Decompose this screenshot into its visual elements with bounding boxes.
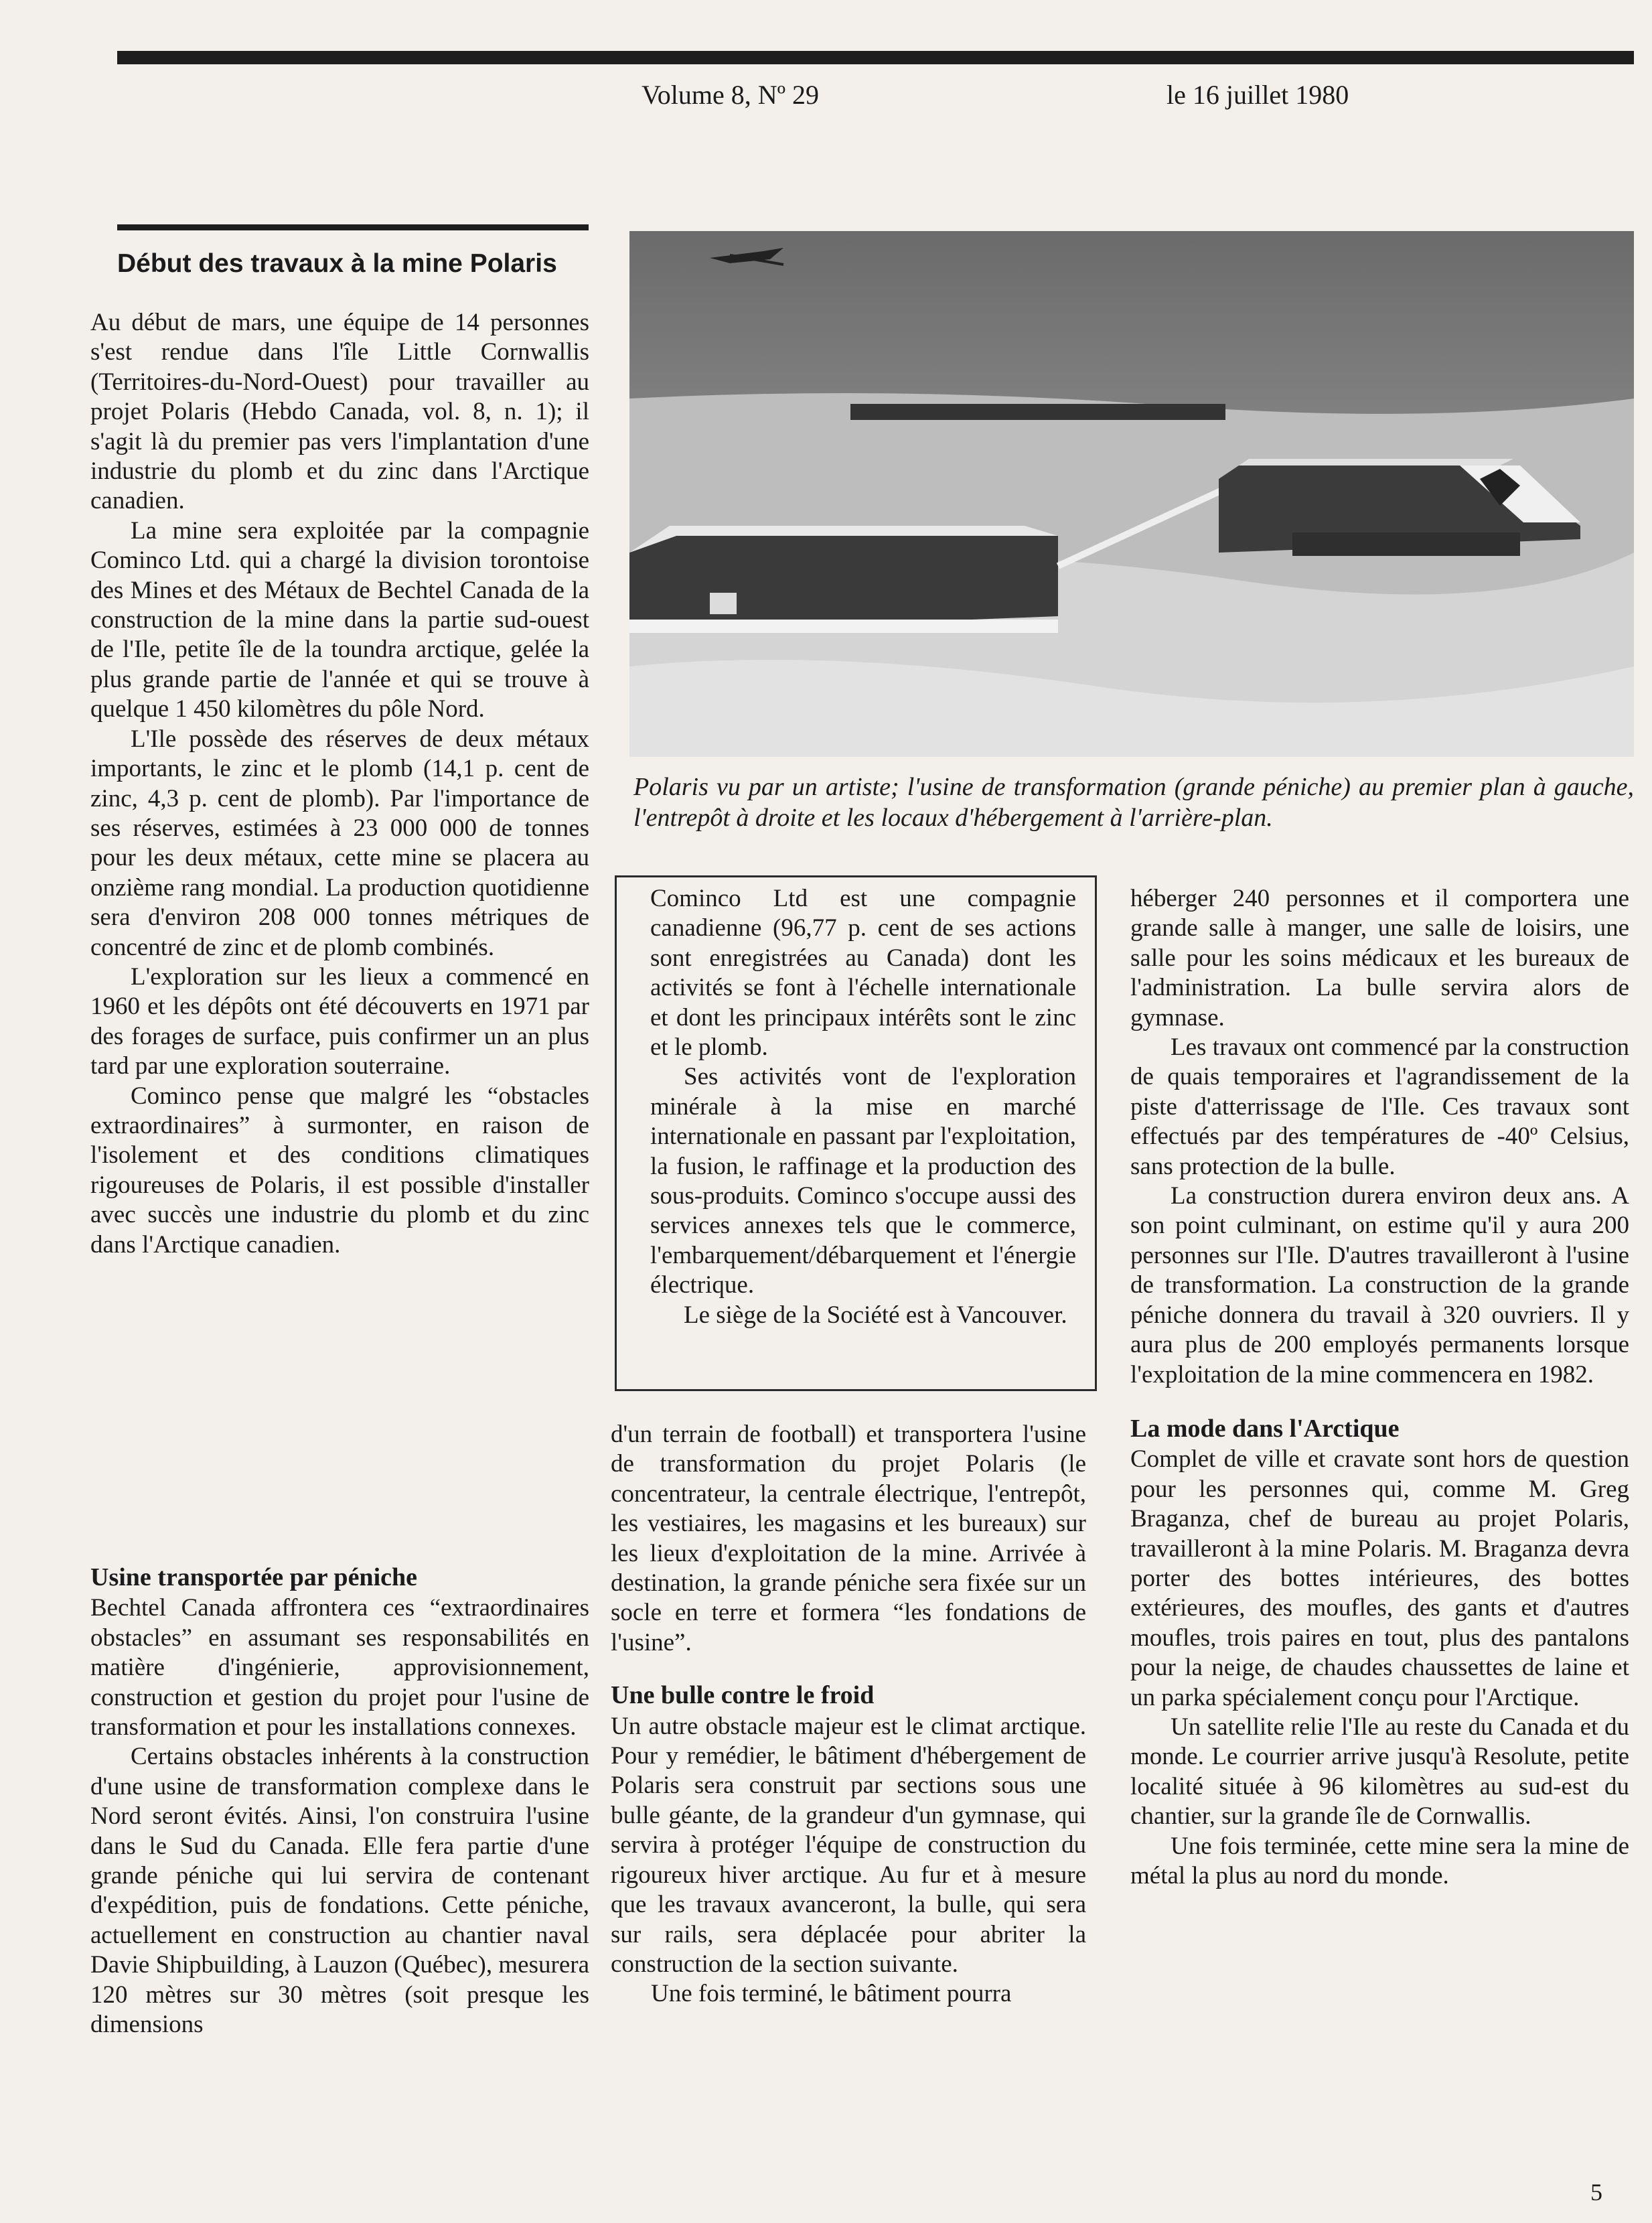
section-heading: La mode dans l'Arctique — [1130, 1414, 1400, 1443]
paragraph: d'un terrain de football) et transportera l'usine de transformation du projet Polaris (le concentrateur, la centrale électrique, l'entrepôt, les vestiaires, les magasins et les bureaux) sur les lieux d'exploitation de la mine. Arrivée à destination, la grande péniche sera fixée sur un socle en terre et formera “les fondations de l'usine”. — [611, 1421, 1086, 1656]
paragraph: Une fois terminée, cette mine sera la mine de métal la plus au nord du monde. — [1130, 1832, 1629, 1889]
column-1-section — [90, 1563, 589, 2040]
column-1-intro — [90, 308, 589, 1260]
paragraph: Complet de ville et cravate sont hors de question pour les personnes qui, comme M. Greg Braganza, chef de bureau au projet Polaris, travailleront à la mine Polaris. M. Braganza devra porter des bottes intérieures, des bottes extérieures, des moufles, des gants et d'autres moufles, trois paires en tout, plus des pantalons pour la neige, de chaudes chaussettes de laine et un parka spécialement conçu pour l'Arctique. — [1130, 1445, 1629, 1711]
paragraph: Ses activités vont de l'exploration minérale à la mise en marché internationale en passant par l'exploitation, la fusion, le raffinage et la production des sous-produits. Cominco s'occupe aussi des services annexes tels que le commerce, l'embarquement/débarquement et l'énergie électrique. — [650, 1063, 1076, 1299]
paragraph: Cominco Ltd est une compagnie canadienne (96,77 p. cent de ses actions sont enregistrées au Canada) dont les activités se font à l'échelle internationale et dont les principaux intérêts sont le zinc et le plomb. — [650, 885, 1076, 1062]
paragraph: Un satellite relie l'Ile au reste du Canada et du monde. Le courrier arrive jusqu'à Resolute, petite localité située à 96 kilomètres au sud-est du chantier, sur la grande île de Cornwallis. — [1130, 1713, 1629, 1831]
section-heading: Une bulle contre le froid — [611, 1681, 875, 1710]
paragraph: héberger 240 personnes et il comportera une grande salle à manger, une salle de loisirs, une salle pour les soins médicaux et les bureaux de l'administration. La bulle servira alors de gymnase. — [1130, 885, 1629, 1031]
paragraph: La mine sera exploitée par la compagnie Cominco Ltd. qui a chargé la division torontoise des Mines et des Métaux de Bechtel Canada de la construction de la mine dans la partie sud-ouest de l'Ile, petite île de la toundra arctique, gelée la plus grande partie de l'année et qui se trouve à quelque 1 450 kilomètres du pôle Nord. — [90, 516, 589, 723]
paragraph: Les travaux ont commencé par la construction de quais temporaires et l'agrandissement de la piste d'atterrissage de l'Ile. Ces travaux sont effectués par des températures de -40º Celsius, sans protection de la bulle. — [1130, 1033, 1629, 1180]
polaris-drawing — [629, 231, 1634, 757]
section-heading: Usine transportée par péniche — [90, 1563, 417, 1591]
page-number: 5 — [1590, 2179, 1602, 2206]
paragraph: Cominco pense que malgré les “obstacles extraordinaires” à surmonter, en raison de l'isolement et des conditions climatiques rigoureuses de Polaris, il est possible d'installer avec succès une industrie du plomb et du zinc dans l'Arctique canadien. — [90, 1082, 589, 1259]
masthead-rule — [117, 51, 1634, 64]
paragraph: L'exploration sur les lieux a commencé en 1960 et les dépôts ont été découverts en 1971 par des forages de surface, puis confirmer un an plus tard par une exploration souterraine. — [90, 962, 589, 1080]
paragraph: Une fois terminé, le bâtiment pourra — [651, 1980, 1012, 2008]
paragraph: L'Ile possède des réserves de deux métaux importants, le zinc et le plomb (14,1 p. cent de zinc, 4,3 p. cent de plomb). Par l'importance de ses réserves, estimées à 23 000 000 de tonnes pour les deux métaux, cette mine se placera au onzième rang mondial. La production quotidienne sera d'environ 208 000 tonnes métriques de concentré de zinc et de plomb combinés. — [90, 725, 589, 961]
article-rule — [117, 224, 589, 230]
volume-number: Volume 8, Nº 29 — [642, 80, 819, 110]
photo-caption: Polaris vu par un artiste; l'usine de transformation (grande péniche) au premier plan à gauche, l'entrepôt à droite et les locaux d'hébergement à l'arrière-plan. — [633, 773, 1634, 832]
column-2 — [611, 1420, 1086, 2009]
issue-date: le 16 juillet 1980 — [1167, 80, 1349, 110]
article-title: Début des travaux à la mine Polaris — [117, 249, 557, 278]
artist-illustration — [629, 231, 1634, 757]
cominco-sidebar-box — [615, 875, 1097, 1391]
paragraph: Certains obstacles inhérents à la construction d'une usine de transformation complexe dans le Nord seront évités. Ainsi, l'on construira l'usine dans le Sud du Canada. Elle fera partie d'une grande péniche qui lui servira de contenant d'expédition, puis de fondations. Cette péniche, actuellement en construction au chantier naval Davie Shipbuilding, à Lauzon (Québec), mesurera 120 mètres sur 30 mètres (soit presque les dimensions — [90, 1743, 589, 2039]
paragraph: Un autre obstacle majeur est le climat arctique. Pour y remédier, le bâtiment d'hébergement de Polaris sera construit par sections sous une bulle géante, de la grandeur d'un gymnase, qui servira à protéger l'équipe de construction du rigoureux hiver arctique. Au fur et à mesure que les travaux avanceront, la bulle, qui sera sur rails, sera déplacée pour abriter la construction de la section suivante. — [611, 1712, 1086, 1978]
paragraph: Au début de mars, une équipe de 14 personnes s'est rendue dans l'île Little Cornwallis (Territoires-du-Nord-Ouest) pour travailler au projet Polaris (Hebdo Canada, vol. 8, n. 1); il s'agit là du premier pas vers l'implantation d'une industrie du plomb et du zinc dans l'Arctique canadien. — [90, 309, 589, 515]
paragraph: Bechtel Canada affrontera ces “extraordinaires obstacles” en assumant ses responsabilités en matière d'ingénierie, approvisionnement, construction et gestion du projet pour l'usine de transformation et pour les installations connexes. — [90, 1594, 589, 1741]
column-3 — [1130, 884, 1629, 1891]
paragraph: La construction durera environ deux ans. A son point culminant, on estime qu'il y aura 200 personnes sur l'Ile. D'autres travailleront à l'usine de transformation. La construction de la grande péniche donnera du travail à 320 ouvriers. Il y aura plus de 200 employés permanents lorsque l'exploitation de la mine commencera en 1982. — [1130, 1182, 1629, 1388]
paragraph: Le siège de la Société est à Vancouver. — [684, 1301, 1067, 1329]
